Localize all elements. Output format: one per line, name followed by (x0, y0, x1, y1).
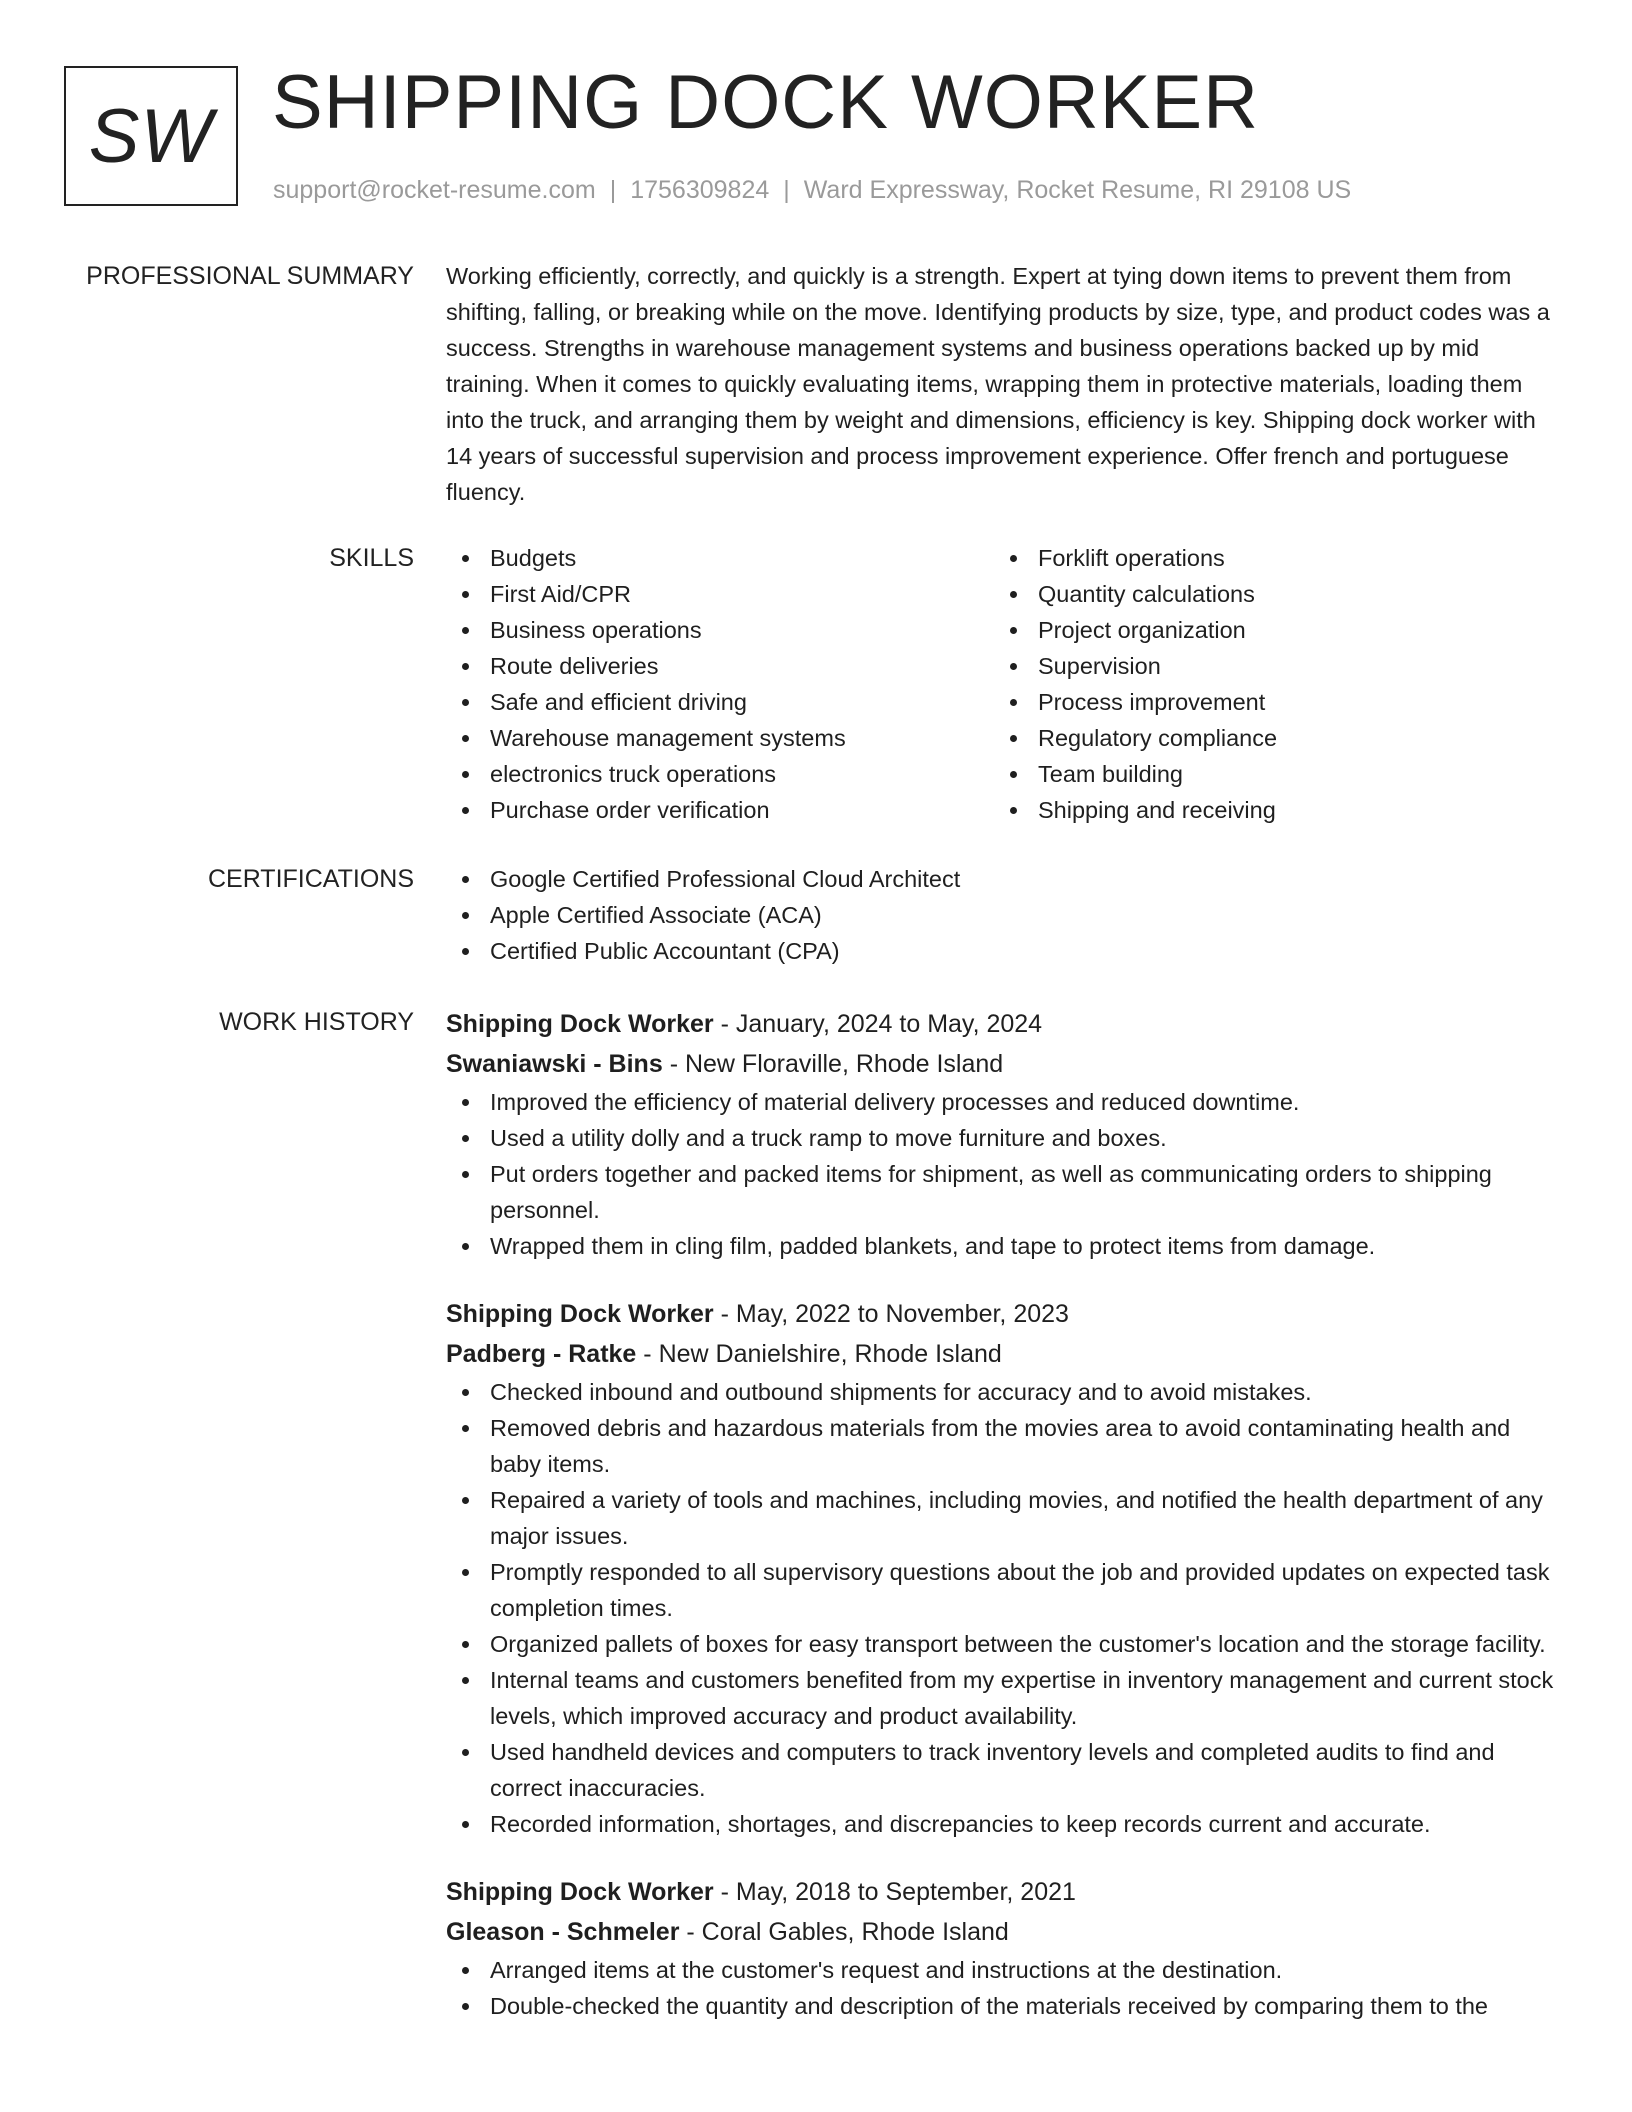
list-item: Regulatory compliance (994, 720, 1542, 756)
summary-body (446, 258, 1558, 510)
job-title: Shipping Dock Worker (446, 1878, 714, 1906)
monogram-logo (64, 66, 238, 206)
list-item: Process improvement (994, 684, 1542, 720)
list-item: Repaired a variety of tools and machines, including movies, and notified the health department of any major issues. (446, 1482, 1558, 1554)
job-entry (446, 1004, 1558, 1264)
list-item: Business operations (446, 612, 994, 648)
contact-line (273, 174, 1351, 206)
job-company-line (446, 1044, 1558, 1084)
certifications-body (446, 861, 1558, 969)
job-company-line (446, 1912, 1558, 1952)
job-entry (446, 1294, 1558, 1842)
skills-list-left (446, 540, 994, 828)
contact-separator: | (783, 176, 790, 204)
list-item: Quantity calculations (994, 576, 1542, 612)
section-heading: PROFESSIONAL SUMMARY (86, 262, 414, 290)
job-dates: - May, 2018 to September, 2021 (720, 1878, 1076, 1906)
job-dates: - January, 2024 to May, 2024 (720, 1010, 1043, 1038)
list-item: Removed debris and hazardous materials from the movies area to avoid contaminating health and baby items. (446, 1410, 1558, 1482)
list-item: Certified Public Accountant (CPA) (446, 933, 1558, 969)
list-item: Apple Certified Associate (ACA) (446, 897, 1558, 933)
skills-list-right (994, 540, 1542, 828)
list-item: electronics truck operations (446, 756, 994, 792)
job-entry (446, 1872, 1558, 2024)
job-location: - New Danielshire, Rhode Island (643, 1340, 1002, 1368)
job-title-line (446, 1872, 1558, 1912)
contact-separator: | (609, 176, 617, 204)
page-title: SHIPPING DOCK WORKER (272, 60, 1259, 145)
summary-text: Working efficiently, correctly, and quickly is a strength. Expert at tying down items to prevent them from shifting, falling, or breaking while on the move. Identifying products by size, type, and product codes was a success. Strengths in warehouse management systems and business operations backed up by mid training. When it comes to quickly evaluating items, wrapping them in protective materials, loading them into the truck, and arranging them by weight and dimensions, efficiency is key. Shipping dock worker with 14 years of successful supervision and process improvement experience. Offer french and portuguese fluency. (446, 263, 1550, 505)
list-item: Supervision (994, 648, 1542, 684)
job-title-line (446, 1004, 1558, 1044)
list-item: Forklift operations (994, 540, 1542, 576)
job-company-line (446, 1334, 1558, 1374)
contact-address: Ward Expressway, Rocket Resume, RI 29108 US (803, 176, 1352, 204)
job-company: Swaniawski - Bins (446, 1050, 663, 1078)
monogram-text: SW (88, 93, 214, 179)
certifications-list (446, 861, 1558, 969)
section-heading: WORK HISTORY (219, 1008, 414, 1036)
list-item: Warehouse management systems (446, 720, 994, 756)
skills-body (446, 540, 1558, 828)
work-history-body (446, 1004, 1558, 2024)
list-item: Internal teams and customers benefited from my expertise in inventory management and current stock levels, which improved accuracy and product availability. (446, 1662, 1558, 1734)
job-title-line (446, 1294, 1558, 1334)
list-item: Arranged items at the customer's request and instructions at the destination. (446, 1952, 1558, 1988)
job-company: Gleason - Schmeler (446, 1918, 680, 1946)
list-item: First Aid/CPR (446, 576, 994, 612)
list-item: Organized pallets of boxes for easy transport between the customer's location and the storage facility. (446, 1626, 1558, 1662)
job-dates: - May, 2022 to November, 2023 (720, 1300, 1069, 1328)
list-item: Project organization (994, 612, 1542, 648)
contact-phone[interactable]: 1756309824 (630, 176, 770, 204)
job-title: Shipping Dock Worker (446, 1300, 714, 1328)
list-item: Google Certified Professional Cloud Architect (446, 861, 1558, 897)
list-item: Promptly responded to all supervisory questions about the job and provided updates on expected task completion times. (446, 1554, 1558, 1626)
list-item: Budgets (446, 540, 994, 576)
list-item: Purchase order verification (446, 792, 994, 828)
list-item: Route deliveries (446, 648, 994, 684)
section-heading: SKILLS (329, 544, 414, 572)
list-item: Double-checked the quantity and description of the materials received by comparing them to the (446, 1988, 1558, 2024)
job-bullets (446, 1952, 1558, 2024)
list-item: Recorded information, shortages, and discrepancies to keep records current and accurate. (446, 1806, 1558, 1842)
job-bullets (446, 1084, 1558, 1264)
job-location: - New Floraville, Rhode Island (669, 1050, 1004, 1078)
list-item: Safe and efficient driving (446, 684, 994, 720)
list-item: Improved the efficiency of material delivery processes and reduced downtime. (446, 1084, 1558, 1120)
list-item: Put orders together and packed items for shipment, as well as communicating orders to shipping personnel. (446, 1156, 1558, 1228)
list-item: Checked inbound and outbound shipments for accuracy and to avoid mistakes. (446, 1374, 1558, 1410)
list-item: Wrapped them in cling film, padded blankets, and tape to protect items from damage. (446, 1228, 1558, 1264)
job-title: Shipping Dock Worker (446, 1010, 714, 1038)
list-item: Team building (994, 756, 1542, 792)
contact-email[interactable]: support@rocket-resume.com (273, 176, 596, 204)
job-bullets (446, 1374, 1558, 1842)
section-heading: CERTIFICATIONS (207, 865, 414, 893)
list-item: Used handheld devices and computers to track inventory levels and completed audits to find and correct inaccuracies. (446, 1734, 1558, 1806)
list-item: Used a utility dolly and a truck ramp to move furniture and boxes. (446, 1120, 1558, 1156)
list-item: Shipping and receiving (994, 792, 1542, 828)
job-company: Padberg - Ratke (446, 1340, 637, 1368)
job-location: - Coral Gables, Rhode Island (686, 1918, 1009, 1946)
